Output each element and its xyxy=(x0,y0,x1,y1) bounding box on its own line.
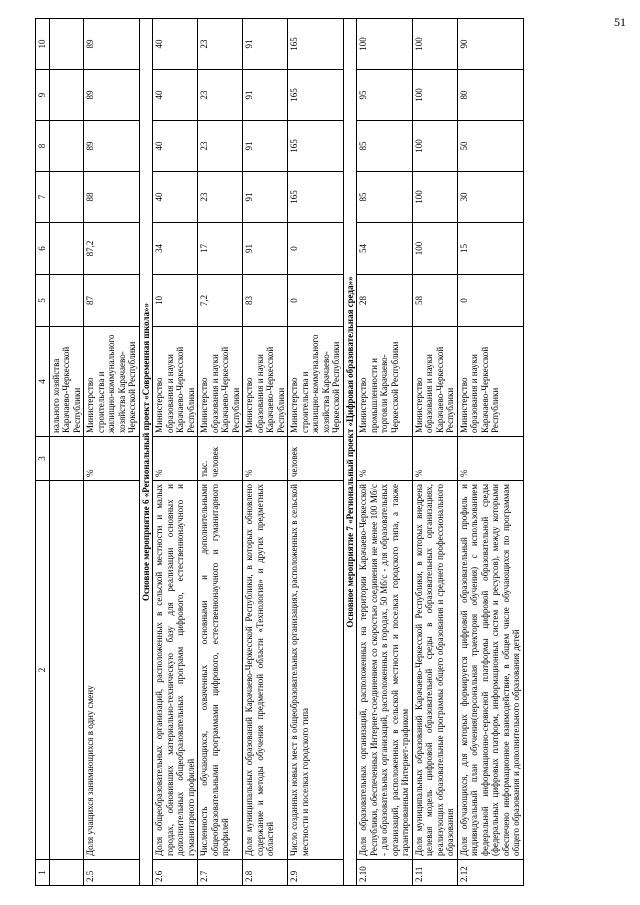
section-row xyxy=(343,19,357,886)
value-cell: 40 xyxy=(153,70,198,121)
value-cell: 30 xyxy=(457,172,523,223)
responsible-executor: Министерство промышленности и торговли Карачаево-Черкесской Республики xyxy=(357,327,413,437)
table-row xyxy=(457,19,523,886)
value-cell: 0 xyxy=(288,223,344,275)
indicator-name: Доля муниципальных образований Карачаево-Черкесской Республики, в которых обновлено содержание и методы обучения предметной области «Технология» и других предметных областей xyxy=(243,481,288,860)
row-number xyxy=(49,860,84,886)
row-number: 2.7 xyxy=(198,860,243,886)
column-header: 10 xyxy=(36,19,50,70)
unit: % xyxy=(357,437,413,481)
value-cell: 165 xyxy=(288,70,344,121)
value-cell: 23 xyxy=(198,172,243,223)
responsible-executor: Министерство строительства и жилищно-коммунального хозяйства Карачаево-Черкесской Республики xyxy=(288,327,344,437)
value-cell: 80 xyxy=(457,70,523,121)
value-cell: 100 xyxy=(412,223,457,275)
indicator-name xyxy=(49,481,84,860)
unit: % xyxy=(412,437,457,481)
responsible-executor: Министерство образования и науки Карачаево-Черкесской Республики xyxy=(153,327,198,437)
value-cell: 83 xyxy=(243,275,288,327)
responsible-executor: Министерство образования и науки Карачаево-Черкесской Республики xyxy=(243,327,288,437)
value-cell: 88 xyxy=(84,172,140,223)
table-row xyxy=(412,19,457,886)
value-cell: 15 xyxy=(457,223,523,275)
row-number: 2.12 xyxy=(457,860,523,886)
value-cell: 0 xyxy=(288,275,344,327)
value-cell: 23 xyxy=(198,19,243,70)
responsible-executor: Министерство строительства и жилищно-коммунального хозяйства Карачаево-Черкесской Республики xyxy=(84,327,140,437)
indicator-name: Доля обучающихся, для которых формируется цифровой образовательный профиль и индивидуальный план обучения(персональная траектория обучения) с использованием федеральной информационно-сервисной платформы цифровой образовательной среды (федеральных цифровых платформ, информационных систем и ресурсов), между которыми обеспечено информационное взаимодействие, в общем числе обучающихся по программам общего образования и дополнительного образования детей xyxy=(457,481,523,860)
row-number: 2.9 xyxy=(288,860,344,886)
table-row xyxy=(288,19,344,886)
unit: % xyxy=(243,437,288,481)
table-row xyxy=(198,19,243,886)
value-cell: 100 xyxy=(412,172,457,223)
table-row xyxy=(357,19,413,886)
indicator-name: Доля образовательных организаций, расположенных на территории Карачаево-Черкесской Республики, обеспеченных Интернет-соединением со скоростью соединения не менее 100 Мб/c - для образовательных организаций, расположенных в городах, 50 Мб/c - для образовательных организаций, расположенных в сельской местности и поселках городского типа, а также гарантированным Интернет-трафиком xyxy=(357,481,413,860)
value-cell: 90 xyxy=(457,19,523,70)
section-row xyxy=(139,19,153,886)
column-header: 5 xyxy=(36,275,50,327)
row-number: 2.6 xyxy=(153,860,198,886)
value-cell: 85 xyxy=(357,172,413,223)
unit: тыс. человек xyxy=(198,437,243,481)
table-row xyxy=(84,19,140,886)
header-row xyxy=(36,19,50,886)
table-row xyxy=(243,19,288,886)
column-header: 6 xyxy=(36,223,50,275)
value-cell xyxy=(49,223,84,275)
value-cell: 10 xyxy=(153,275,198,327)
column-header: 3 xyxy=(36,437,50,481)
value-cell: 91 xyxy=(243,19,288,70)
value-cell: 40 xyxy=(153,19,198,70)
column-header: 9 xyxy=(36,70,50,121)
row-number: 2.10 xyxy=(357,860,413,886)
value-cell: 165 xyxy=(288,121,344,172)
value-cell: 95 xyxy=(357,70,413,121)
value-cell: 91 xyxy=(243,121,288,172)
value-cell: 89 xyxy=(84,19,140,70)
value-cell: 91 xyxy=(243,223,288,275)
unit: человек xyxy=(288,437,344,481)
column-header: 1 xyxy=(36,860,50,886)
row-number: 2.8 xyxy=(243,860,288,886)
page-number: 51 xyxy=(614,15,626,29)
value-cell: 91 xyxy=(243,172,288,223)
value-cell xyxy=(49,19,84,70)
value-cell: 85 xyxy=(357,121,413,172)
value-cell xyxy=(49,172,84,223)
value-cell: 34 xyxy=(153,223,198,275)
indicators-table xyxy=(35,18,524,886)
responsible-executor: Министерство образования и науки Карачаево-Черкесской Республики xyxy=(412,327,457,437)
value-cell: 89 xyxy=(84,121,140,172)
value-cell xyxy=(49,70,84,121)
indicator-name: Доля общеобразовательных организаций, расположенных в сельской местности и малых городах, обновивших материально-техническую базу для реализации основных и дополнительных общеобразовательных программ цифрового, естественнонаучного и гуманитарного профилей xyxy=(153,481,198,860)
value-cell: 100 xyxy=(412,121,457,172)
value-cell: 28 xyxy=(357,275,413,327)
value-cell: 40 xyxy=(153,121,198,172)
value-cell: 165 xyxy=(288,172,344,223)
indicator-name: Численность обучающихся, охваченных основными и дополнительными общеобразовательными программами цифрового, естественнонаучного и гуманитарного профилей xyxy=(198,481,243,860)
value-cell: 100 xyxy=(412,19,457,70)
indicator-name: Доля муниципальных образований Карачаево-Черкесской Республики, в которых внедрена целевая модель цифровой образовательной среды в образовательных организациях, реализующих образовательные программы общего образования и среднего профессионального образования xyxy=(412,481,457,860)
responsible-executor: нального хозяйства Карачаево-Черкесской Республики xyxy=(49,327,84,437)
value-cell: 100 xyxy=(412,70,457,121)
value-cell xyxy=(49,121,84,172)
column-header: 7 xyxy=(36,172,50,223)
responsible-executor: Министерство образования и науки Карачаево-Черкесской Республики xyxy=(198,327,243,437)
responsible-executor: Министерство образования и науки Карачаево-Черкесской Республики xyxy=(457,327,523,437)
value-cell: 89 xyxy=(84,70,140,121)
unit: % xyxy=(153,437,198,481)
value-cell: 165 xyxy=(288,19,344,70)
value-cell: 23 xyxy=(198,70,243,121)
value-cell: 0 xyxy=(457,275,523,327)
table-row xyxy=(153,19,198,886)
value-cell: 23 xyxy=(198,121,243,172)
unit: % xyxy=(457,437,523,481)
column-header: 2 xyxy=(36,481,50,860)
value-cell: 100 xyxy=(357,19,413,70)
value-cell: 40 xyxy=(153,172,198,223)
value-cell: 91 xyxy=(243,70,288,121)
table-row xyxy=(49,19,84,886)
column-header: 8 xyxy=(36,121,50,172)
value-cell: 17 xyxy=(198,223,243,275)
row-number: 2.5 xyxy=(84,860,140,886)
value-cell: 50 xyxy=(457,121,523,172)
value-cell xyxy=(49,275,84,327)
indicator-name: Число созданных новых мест в общеобразовательных организациях, расположенных в сельской местности и поселках городского типа xyxy=(288,481,344,860)
rotated-table-page xyxy=(35,19,600,886)
unit: % xyxy=(84,437,140,481)
column-header: 4 xyxy=(36,327,50,437)
table-body xyxy=(49,19,523,886)
section-title: Основное мероприятие 7 «Региональный проект «Цифровая образовательная среда»» xyxy=(343,19,357,886)
value-cell: 87 xyxy=(84,275,140,327)
value-cell: 54 xyxy=(357,223,413,275)
section-title: Основное мероприятие 6 «Региональный проект «Современная школа»» xyxy=(139,19,153,886)
value-cell: 87,2 xyxy=(84,223,140,275)
indicator-name: Доля учащихся занимающихся в одну смену xyxy=(84,481,140,860)
row-number: 2.11 xyxy=(412,860,457,886)
unit xyxy=(49,437,84,481)
value-cell: 7,2 xyxy=(198,275,243,327)
value-cell: 58 xyxy=(412,275,457,327)
